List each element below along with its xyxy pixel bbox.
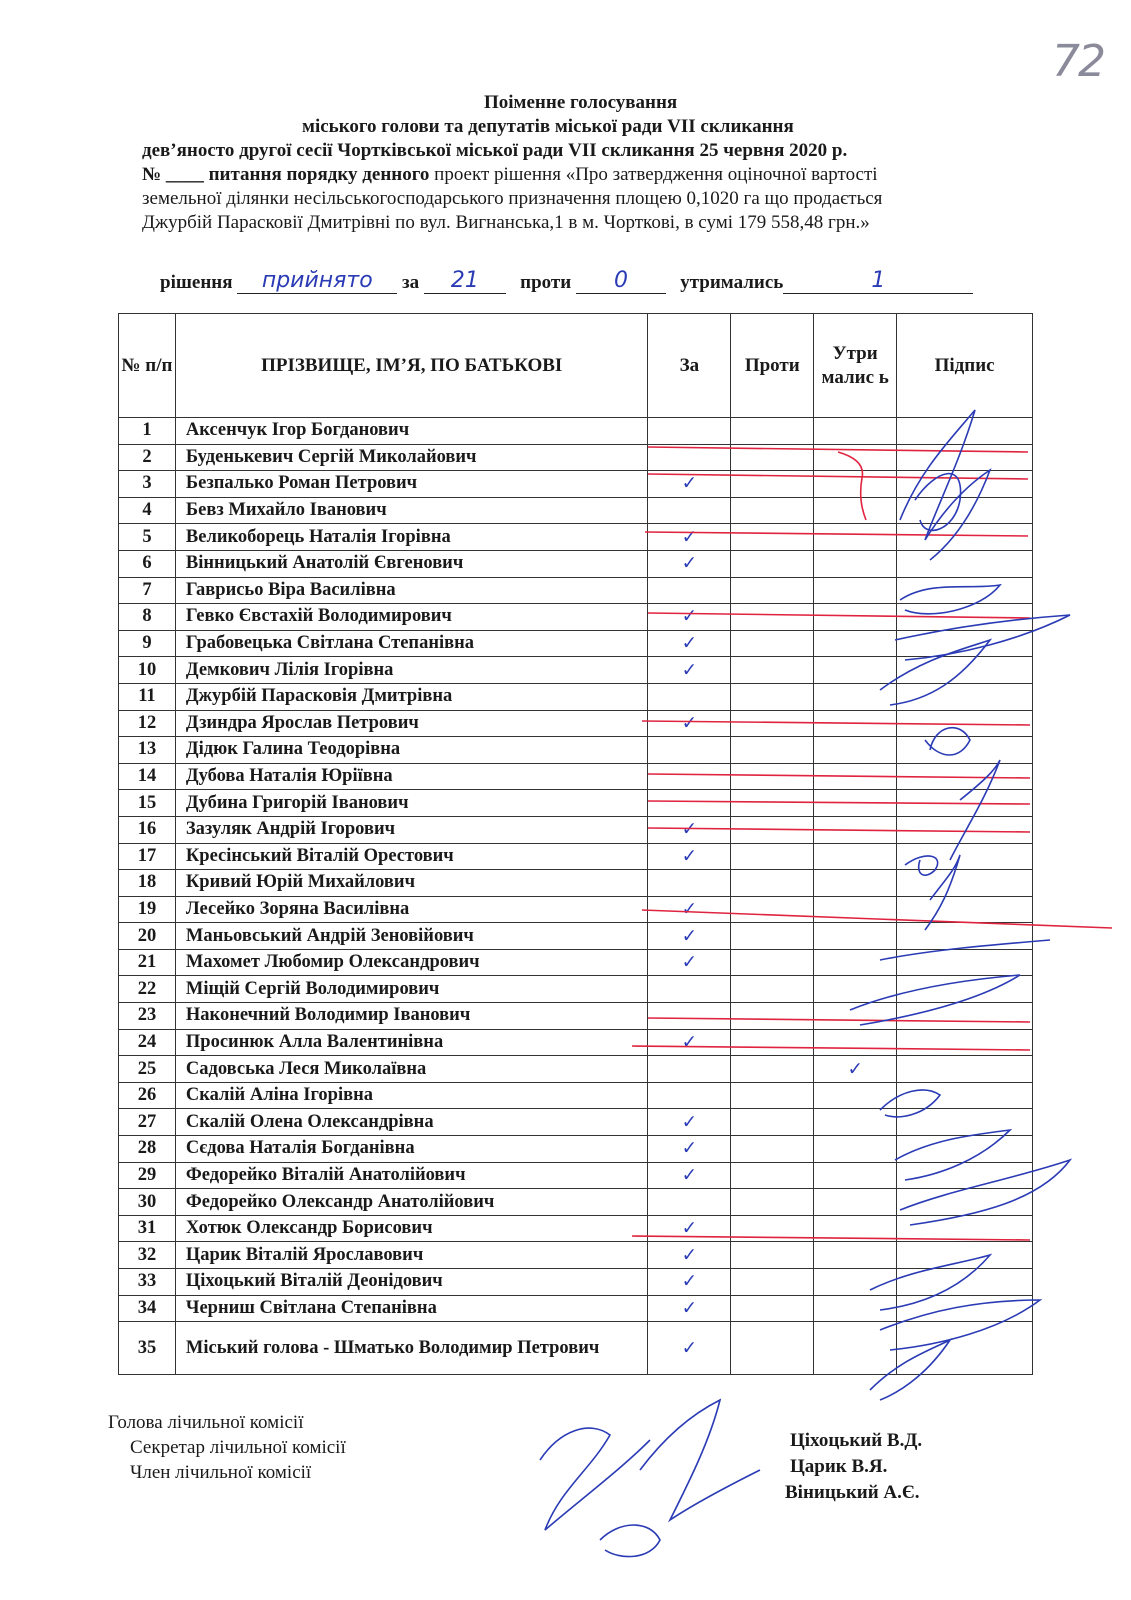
- vote-abstained-cell: [814, 1189, 897, 1216]
- vote-for-cell: ✓: [648, 1322, 731, 1375]
- row-number: 23: [119, 1003, 176, 1030]
- vote-for-cell: ✓: [648, 1029, 731, 1056]
- signature-cell: [897, 790, 1033, 817]
- row-number: 28: [119, 1136, 176, 1163]
- member-name: Скалій Олена Олександрівна: [175, 1109, 648, 1136]
- table-row: [119, 630, 1033, 657]
- vote-against-cell: [731, 976, 814, 1003]
- agenda-text: проект рішення «Про затвердження оціночної вартості: [429, 164, 878, 185]
- vote-against-cell: [731, 737, 814, 764]
- row-number: 9: [119, 630, 176, 657]
- vote-abstained-cell: [814, 896, 897, 923]
- row-number: 4: [119, 497, 176, 524]
- signature-cell: [897, 550, 1033, 577]
- agenda-line-2: земельної ділянки несільськогосподарського призначення площею 0,1020 га що продається: [142, 188, 883, 209]
- vote-against-cell: [731, 1109, 814, 1136]
- vote-abstained-cell: [814, 604, 897, 631]
- member-name: Великоборець Наталія Ігорівна: [175, 524, 648, 551]
- vote-for-cell: ✓: [648, 550, 731, 577]
- member-name: Маньовський Андрій Зеновійович: [175, 923, 648, 950]
- table-row: [119, 737, 1033, 764]
- signature-mark: [540, 1428, 650, 1530]
- table-row: [119, 790, 1033, 817]
- signature-cell: [897, 737, 1033, 764]
- signature-cell: [897, 1215, 1033, 1242]
- row-number: 16: [119, 816, 176, 843]
- vote-for-cell: [648, 1003, 731, 1030]
- vote-abstained-cell: ✓: [814, 1056, 897, 1083]
- member-name: Дубина Григорій Іванович: [175, 790, 648, 817]
- table-header-row: [119, 314, 1033, 418]
- row-number: 5: [119, 524, 176, 551]
- signature-cell: [897, 896, 1033, 923]
- vote-against-cell: [731, 604, 814, 631]
- vote-abstained-cell: [814, 550, 897, 577]
- vote-for-cell: [648, 1056, 731, 1083]
- vote-for-cell: ✓: [648, 923, 731, 950]
- row-number: 12: [119, 710, 176, 737]
- vote-for-cell: [648, 976, 731, 1003]
- vote-abstained-cell: [814, 976, 897, 1003]
- table-row: [119, 1056, 1033, 1083]
- table-row: [119, 1109, 1033, 1136]
- vote-for-cell: [648, 1082, 731, 1109]
- member-name: Дзиндра Ярослав Петрович: [175, 710, 648, 737]
- vote-abstained-cell: [814, 1029, 897, 1056]
- row-number: 17: [119, 843, 176, 870]
- vote-for-cell: ✓: [648, 1269, 731, 1296]
- row-number: 3: [119, 471, 176, 498]
- commission-member-label: Член лічильної комісії: [130, 1462, 312, 1483]
- table-row: [119, 976, 1033, 1003]
- for-count: 21: [424, 268, 506, 294]
- vote-against-cell: [731, 418, 814, 445]
- signature-mark: [640, 1400, 760, 1520]
- vote-against-cell: [731, 1215, 814, 1242]
- signature-cell: [897, 763, 1033, 790]
- vote-against-cell: [731, 444, 814, 471]
- signature-cell: [897, 1056, 1033, 1083]
- table-row: [119, 1162, 1033, 1189]
- signature-cell: [897, 1295, 1033, 1322]
- row-number: 26: [119, 1082, 176, 1109]
- table-row: [119, 1215, 1033, 1242]
- signature-cell: [897, 604, 1033, 631]
- table-row: [119, 604, 1033, 631]
- vote-for-cell: ✓: [648, 630, 731, 657]
- table-row: [119, 497, 1033, 524]
- member-name: Бевз Михайло Іванович: [175, 497, 648, 524]
- doc-subtitle: міського голови та депутатів міської ради VII скликання: [302, 116, 794, 137]
- member-name: Кресінський Віталій Орестович: [175, 843, 648, 870]
- row-number: 13: [119, 737, 176, 764]
- vote-against-cell: [731, 1029, 814, 1056]
- signature-cell: [897, 843, 1033, 870]
- member-name: Скалій Аліна Ігорівна: [175, 1082, 648, 1109]
- vote-for-cell: ✓: [648, 816, 731, 843]
- vote-abstained-cell: [814, 683, 897, 710]
- vote-against-cell: [731, 843, 814, 870]
- signature-cell: [897, 816, 1033, 843]
- vote-abstained-cell: [814, 870, 897, 897]
- vote-against-cell: [731, 524, 814, 551]
- table-row: [119, 550, 1033, 577]
- table-row: [119, 1082, 1033, 1109]
- vote-against-cell: [731, 710, 814, 737]
- signature-cell: [897, 1322, 1033, 1375]
- vote-against-cell: [731, 550, 814, 577]
- vote-for-cell: [648, 737, 731, 764]
- vote-against-cell: [731, 1295, 814, 1322]
- header-signature: Підпис: [897, 314, 1033, 418]
- signature-cell: [897, 949, 1033, 976]
- table-row: [119, 763, 1033, 790]
- abstained-count: 1: [783, 268, 973, 294]
- table-row: [119, 683, 1033, 710]
- row-number: 27: [119, 1109, 176, 1136]
- commission-secretary-name: Царик В.Я.: [790, 1456, 888, 1477]
- vote-against-cell: [731, 1082, 814, 1109]
- vote-for-cell: ✓: [648, 1162, 731, 1189]
- for-label: за: [402, 272, 420, 293]
- vote-against-cell: [731, 1162, 814, 1189]
- table-row: [119, 1242, 1033, 1269]
- table-row: [119, 418, 1033, 445]
- vote-abstained-cell: [814, 1295, 897, 1322]
- vote-abstained-cell: [814, 1269, 897, 1296]
- member-name: Аксенчук Ігор Богданович: [175, 418, 648, 445]
- vote-against-cell: [731, 577, 814, 604]
- vote-against-cell: [731, 816, 814, 843]
- vote-for-cell: ✓: [648, 604, 731, 631]
- vote-abstained-cell: [814, 1082, 897, 1109]
- table-row: [119, 577, 1033, 604]
- vote-against-cell: [731, 1056, 814, 1083]
- commission-secretary-label: Секретар лічильної комісії: [130, 1437, 346, 1458]
- vote-against-cell: [731, 949, 814, 976]
- vote-abstained-cell: [814, 923, 897, 950]
- signature-cell: [897, 870, 1033, 897]
- commission-member-name: Віницький А.Є.: [785, 1482, 920, 1503]
- row-number: 18: [119, 870, 176, 897]
- member-name: Федорейко Олександр Анатолійович: [175, 1189, 648, 1216]
- vote-for-cell: ✓: [648, 1109, 731, 1136]
- agenda-line: [142, 164, 878, 186]
- vote-against-cell: [731, 683, 814, 710]
- row-number: 25: [119, 1056, 176, 1083]
- row-number: 20: [119, 923, 176, 950]
- signature-cell: [897, 497, 1033, 524]
- vote-against-cell: [731, 1189, 814, 1216]
- vote-table: [118, 313, 1033, 1375]
- vote-for-cell: [648, 683, 731, 710]
- signature-cell: [897, 683, 1033, 710]
- signature-cell: [897, 1242, 1033, 1269]
- vote-for-cell: [648, 870, 731, 897]
- vote-for-cell: ✓: [648, 657, 731, 684]
- vote-for-cell: [648, 1189, 731, 1216]
- vote-against-cell: [731, 1242, 814, 1269]
- signature-cell: [897, 1162, 1033, 1189]
- row-number: 31: [119, 1215, 176, 1242]
- header-num: № п/п: [119, 314, 176, 418]
- vote-against-cell: [731, 1003, 814, 1030]
- row-number: 34: [119, 1295, 176, 1322]
- vote-abstained-cell: [814, 737, 897, 764]
- vote-abstained-cell: [814, 630, 897, 657]
- vote-for-cell: ✓: [648, 896, 731, 923]
- signature-cell: [897, 976, 1033, 1003]
- vote-for-cell: [648, 497, 731, 524]
- member-name: Гаврисьо Віра Василівна: [175, 577, 648, 604]
- vote-for-cell: ✓: [648, 949, 731, 976]
- signature-cell: [897, 1136, 1033, 1163]
- vote-for-cell: ✓: [648, 1136, 731, 1163]
- table-row: [119, 1136, 1033, 1163]
- vote-for-cell: [648, 790, 731, 817]
- row-number: 33: [119, 1269, 176, 1296]
- vote-abstained-cell: [814, 763, 897, 790]
- vote-abstained-cell: [814, 1003, 897, 1030]
- vote-abstained-cell: [814, 1242, 897, 1269]
- table-row: [119, 1295, 1033, 1322]
- row-number: 2: [119, 444, 176, 471]
- table-row: [119, 949, 1033, 976]
- member-name: Буденькевич Сергій Миколайович: [175, 444, 648, 471]
- vote-against-cell: [731, 763, 814, 790]
- vote-abstained-cell: [814, 816, 897, 843]
- vote-against-cell: [731, 657, 814, 684]
- member-name: Гевко Євстахій Володимирович: [175, 604, 648, 631]
- signature-cell: [897, 444, 1033, 471]
- signature-cell: [897, 1003, 1033, 1030]
- vote-abstained-cell: [814, 1136, 897, 1163]
- table-row: [119, 843, 1033, 870]
- vote-abstained-cell: [814, 1162, 897, 1189]
- vote-abstained-cell: [814, 444, 897, 471]
- signature-cell: [897, 1269, 1033, 1296]
- member-name: Царик Віталій Ярославович: [175, 1242, 648, 1269]
- member-name: Садовська Леся Миколаївна: [175, 1056, 648, 1083]
- row-number: 6: [119, 550, 176, 577]
- member-name: Федорейко Віталій Анатолійович: [175, 1162, 648, 1189]
- table-row: [119, 870, 1033, 897]
- row-number: 8: [119, 604, 176, 631]
- vote-against-cell: [731, 1269, 814, 1296]
- vote-abstained-cell: [814, 710, 897, 737]
- row-number: 1: [119, 418, 176, 445]
- member-name: Грабовецька Світлана Степанівна: [175, 630, 648, 657]
- decision-summary: [160, 268, 1040, 308]
- row-number: 30: [119, 1189, 176, 1216]
- signature-cell: [897, 657, 1033, 684]
- vote-abstained-cell: [814, 949, 897, 976]
- member-name: Просинюк Алла Валентинівна: [175, 1029, 648, 1056]
- row-number: 11: [119, 683, 176, 710]
- decision-result: прийнято: [237, 268, 397, 294]
- header-abstained: Утри малис ь: [814, 314, 897, 418]
- member-name: Міський голова - Шматько Володимир Петрович: [175, 1322, 648, 1375]
- signature-cell: [897, 471, 1033, 498]
- member-name: Дідюк Галина Теодорівна: [175, 737, 648, 764]
- table-row: [119, 896, 1033, 923]
- vote-abstained-cell: [814, 471, 897, 498]
- vote-for-cell: [648, 577, 731, 604]
- signature-cell: [897, 923, 1033, 950]
- header-against: Проти: [731, 314, 814, 418]
- vote-for-cell: ✓: [648, 471, 731, 498]
- row-number: 15: [119, 790, 176, 817]
- row-number: 19: [119, 896, 176, 923]
- commission-chair-name: Ціхоцький В.Д.: [790, 1430, 923, 1451]
- signature-cell: [897, 418, 1033, 445]
- member-name: Міщій Сергій Володимирович: [175, 976, 648, 1003]
- member-name: Безпалько Роман Петрович: [175, 471, 648, 498]
- agenda-line-3: Джурбій Парасковії Дмитрівні по вул. Вигнанська,1 в м. Чорткові, в сумі 179 558,48 грн.»: [142, 212, 870, 233]
- session-line: дев’яносто другої сесії Чортківської міської ради VII скликання 25 червня 2020 р.: [142, 140, 848, 161]
- member-name: Кривий Юрій Михайлович: [175, 870, 648, 897]
- signature-cell: [897, 1109, 1033, 1136]
- signature-cell: [897, 1082, 1033, 1109]
- table-row: [119, 923, 1033, 950]
- member-name: Черниш Світлана Степанівна: [175, 1295, 648, 1322]
- table-row: [119, 657, 1033, 684]
- vote-against-cell: [731, 790, 814, 817]
- member-name: Зазуляк Андрій Ігорович: [175, 816, 648, 843]
- vote-abstained-cell: [814, 1322, 897, 1375]
- vote-for-cell: ✓: [648, 1215, 731, 1242]
- vote-abstained-cell: [814, 577, 897, 604]
- row-number: 14: [119, 763, 176, 790]
- agenda-prefix: № ____ питання порядку денного: [142, 164, 430, 185]
- vote-abstained-cell: [814, 497, 897, 524]
- vote-for-cell: [648, 444, 731, 471]
- vote-against-cell: [731, 923, 814, 950]
- member-name: Лесейко Зоряна Василівна: [175, 896, 648, 923]
- vote-abstained-cell: [814, 843, 897, 870]
- signature-cell: [897, 1189, 1033, 1216]
- row-number: 24: [119, 1029, 176, 1056]
- vote-abstained-cell: [814, 657, 897, 684]
- vote-abstained-cell: [814, 1109, 897, 1136]
- table-row: [119, 444, 1033, 471]
- table-row: [119, 1322, 1033, 1375]
- doc-title: Поіменне голосування: [484, 92, 678, 113]
- vote-abstained-cell: [814, 418, 897, 445]
- signature-cell: [897, 524, 1033, 551]
- table-row: [119, 524, 1033, 551]
- table-row: [119, 1003, 1033, 1030]
- vote-against-cell: [731, 471, 814, 498]
- table-row: [119, 1189, 1033, 1216]
- signature-cell: [897, 630, 1033, 657]
- vote-against-cell: [731, 896, 814, 923]
- member-name: Наконечний Володимир Іванович: [175, 1003, 648, 1030]
- table-row: [119, 710, 1033, 737]
- abstained-label: утримались: [680, 272, 784, 293]
- row-number: 7: [119, 577, 176, 604]
- member-name: Дубова Наталія Юріївна: [175, 763, 648, 790]
- table-row: [119, 1029, 1033, 1056]
- against-count: 0: [576, 268, 666, 294]
- vote-for-cell: ✓: [648, 843, 731, 870]
- row-number: 29: [119, 1162, 176, 1189]
- member-name: Вінницький Анатолій Євгенович: [175, 550, 648, 577]
- vote-abstained-cell: [814, 524, 897, 551]
- row-number: 32: [119, 1242, 176, 1269]
- against-label: проти: [520, 272, 572, 293]
- vote-against-cell: [731, 630, 814, 657]
- table-row: [119, 1269, 1033, 1296]
- vote-for-cell: ✓: [648, 1295, 731, 1322]
- vote-for-cell: [648, 418, 731, 445]
- vote-against-cell: [731, 1322, 814, 1375]
- commission-chair-label: Голова лічильної комісії: [108, 1412, 304, 1433]
- header-for: За: [648, 314, 731, 418]
- header-name: ПРІЗВИЩЕ, ІМ’Я, ПО БАТЬКОВІ: [175, 314, 648, 418]
- vote-table-body: [119, 418, 1033, 1375]
- member-name: Демкович Лілія Ігорівна: [175, 657, 648, 684]
- member-name: Ціхоцький Віталій Деонідович: [175, 1269, 648, 1296]
- row-number: 21: [119, 949, 176, 976]
- row-number: 35: [119, 1322, 176, 1375]
- vote-for-cell: ✓: [648, 1242, 731, 1269]
- vote-against-cell: [731, 1136, 814, 1163]
- vote-for-cell: ✓: [648, 710, 731, 737]
- page-number: 72: [1052, 36, 1104, 87]
- signature-cell: [897, 1029, 1033, 1056]
- member-name: Сєдова Наталія Богданівна: [175, 1136, 648, 1163]
- member-name: Хотюк Олександр Борисович: [175, 1215, 648, 1242]
- table-row: [119, 816, 1033, 843]
- vote-abstained-cell: [814, 1215, 897, 1242]
- vote-for-cell: ✓: [648, 524, 731, 551]
- member-name: Махомет Любомир Олександрович: [175, 949, 648, 976]
- vote-abstained-cell: [814, 790, 897, 817]
- vote-for-cell: [648, 763, 731, 790]
- vote-against-cell: [731, 497, 814, 524]
- row-number: 22: [119, 976, 176, 1003]
- signature-cell: [897, 710, 1033, 737]
- signature-mark: [600, 1525, 660, 1557]
- member-name: Джурбій Парасковія Дмитрівна: [175, 683, 648, 710]
- vote-against-cell: [731, 870, 814, 897]
- signature-cell: [897, 577, 1033, 604]
- row-number: 10: [119, 657, 176, 684]
- decision-label: рішення: [160, 272, 233, 293]
- table-row: [119, 471, 1033, 498]
